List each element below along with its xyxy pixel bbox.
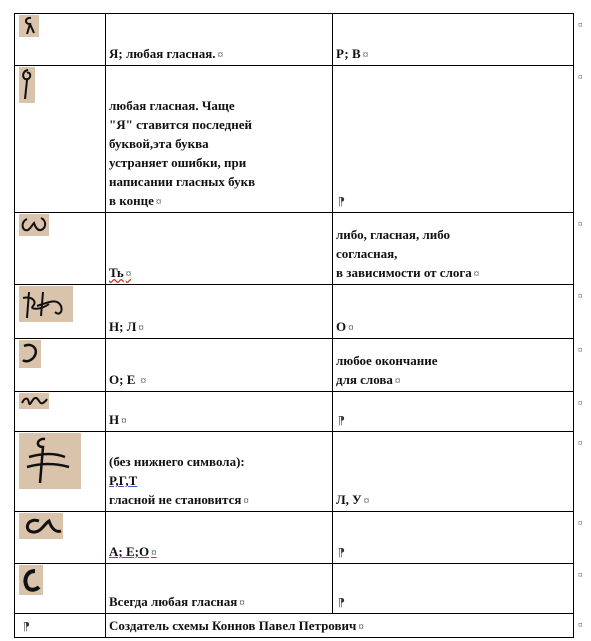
cipher-table bbox=[14, 13, 574, 638]
glyph-cell bbox=[15, 66, 106, 213]
row-end-mark-icon: ¤ bbox=[578, 398, 583, 408]
table-row bbox=[15, 614, 574, 638]
glyph-cell bbox=[15, 564, 106, 614]
desc-line: Р,Г,Т bbox=[109, 473, 138, 488]
cell-end-mark-icon: ¤ bbox=[394, 375, 401, 387]
paragraph-mark-icon: ⁋ bbox=[338, 196, 345, 208]
alt-text: О ¤ bbox=[336, 319, 354, 334]
alt-cell bbox=[333, 432, 574, 512]
cell-end-mark-icon: ¤ bbox=[473, 268, 480, 280]
table-row bbox=[15, 285, 574, 339]
paragraph-mark-icon: ⁋ bbox=[338, 547, 345, 559]
paragraph-mark-icon: ⁋ bbox=[338, 415, 345, 427]
desc-cell bbox=[106, 14, 333, 66]
desc-cell bbox=[106, 564, 333, 614]
alt-line: для слова ¤ bbox=[336, 372, 401, 387]
desc-text: Я; любая гласная. ¤ bbox=[109, 46, 224, 61]
paragraph-mark-icon: ⁋ bbox=[23, 621, 30, 633]
desc-cell bbox=[106, 213, 333, 285]
row-end-mark-icon: ¤ bbox=[578, 518, 583, 528]
cell-end-mark-icon: ¤ bbox=[140, 375, 147, 387]
desc-text: Н; Л ¤ bbox=[109, 319, 144, 334]
cell-end-mark-icon: ¤ bbox=[358, 621, 364, 633]
desc-line: гласной не становится ¤ bbox=[109, 492, 249, 507]
desc-cell bbox=[106, 285, 333, 339]
cell-end-mark-icon: ¤ bbox=[363, 495, 370, 507]
desc-cell bbox=[106, 66, 333, 213]
row-end-mark-icon: ¤ bbox=[578, 620, 583, 630]
table-row bbox=[15, 66, 574, 213]
desc-line: написании гласных букв bbox=[109, 174, 256, 189]
glyph-loop-icon bbox=[19, 67, 35, 103]
glyph-ligature-icon bbox=[19, 286, 73, 322]
row-end-mark-icon: ¤ bbox=[578, 72, 583, 82]
glyph-cell bbox=[15, 392, 106, 432]
author-text: Создатель схемы Коннов Павел Петрович ¤ bbox=[109, 618, 364, 633]
desc-cell bbox=[106, 339, 333, 392]
desc-cell bbox=[106, 392, 333, 432]
alt-line: согласная, bbox=[336, 246, 398, 261]
glyph-omega-icon bbox=[19, 214, 49, 236]
alt-cell bbox=[333, 392, 574, 432]
alt-cell bbox=[333, 285, 574, 339]
alt-cell bbox=[333, 66, 574, 213]
alt-text: Л, У ¤ bbox=[336, 492, 370, 507]
glyph-cell bbox=[15, 432, 106, 512]
alt-cell bbox=[333, 213, 574, 285]
desc-text: Всегда любая гласная ¤ bbox=[109, 594, 245, 609]
row-end-mark-icon: ¤ bbox=[578, 570, 583, 580]
alt-cell bbox=[333, 339, 574, 392]
alt-text: Р; В ¤ bbox=[336, 46, 369, 61]
desc-line: (без нижнего символа): bbox=[109, 454, 245, 469]
alt-cell bbox=[333, 564, 574, 614]
table-row bbox=[15, 339, 574, 392]
glyph-cell bbox=[15, 512, 106, 564]
row-end-mark-icon: ¤ bbox=[578, 345, 583, 355]
desc-cell bbox=[106, 512, 333, 564]
desc-text: О; Е ¤ bbox=[109, 372, 147, 387]
desc-line: любая гласная. Чаще bbox=[109, 98, 235, 113]
cell-end-mark-icon: ¤ bbox=[125, 268, 132, 280]
row-end-mark-icon: ¤ bbox=[578, 438, 583, 448]
author-cell bbox=[106, 614, 574, 638]
table-row bbox=[15, 432, 574, 512]
table-row bbox=[15, 512, 574, 564]
cell-end-mark-icon: ¤ bbox=[362, 49, 369, 61]
paragraph-mark-icon: ⁋ bbox=[338, 597, 345, 609]
cell-end-mark-icon: ¤ bbox=[239, 597, 245, 609]
table-row bbox=[15, 14, 574, 66]
desc-text: Н ¤ bbox=[109, 412, 127, 427]
table-row bbox=[15, 213, 574, 285]
glyph-cell bbox=[15, 614, 106, 638]
glyph-cell bbox=[15, 339, 106, 392]
cell-end-mark-icon: ¤ bbox=[155, 196, 162, 208]
desc-text: А; Е;О ¤ bbox=[109, 544, 157, 559]
glyph-hook-icon bbox=[19, 340, 41, 368]
desc-text: Ть ¤ bbox=[109, 265, 132, 280]
glyph-cell bbox=[15, 14, 106, 66]
table-row bbox=[15, 564, 574, 614]
cell-end-mark-icon: ¤ bbox=[138, 322, 144, 334]
glyph-ya-icon bbox=[19, 15, 39, 37]
document-table-container bbox=[14, 13, 574, 638]
alt-line: любое окончание bbox=[336, 353, 438, 368]
table-row bbox=[15, 392, 574, 432]
desc-line: в конце ¤ bbox=[109, 193, 162, 208]
glyph-n-icon bbox=[19, 393, 49, 409]
glyph-cell bbox=[15, 285, 106, 339]
glyph-alpha-icon bbox=[19, 513, 63, 539]
row-end-mark-icon: ¤ bbox=[578, 219, 583, 229]
glyph-dagger-icon bbox=[19, 433, 81, 489]
desc-line: устраняет ошибки, при bbox=[109, 155, 247, 170]
desc-line: буквой,эта буква bbox=[109, 136, 209, 151]
cell-end-mark-icon: ¤ bbox=[348, 322, 354, 334]
glyph-c-icon bbox=[19, 565, 43, 595]
alt-line: в зависимости от слога ¤ bbox=[336, 265, 480, 280]
row-end-mark-icon: ¤ bbox=[578, 20, 583, 30]
row-end-mark-icon: ¤ bbox=[578, 291, 583, 301]
alt-cell bbox=[333, 512, 574, 564]
desc-line: "Я" ставится последней bbox=[109, 117, 252, 132]
cell-end-mark-icon: ¤ bbox=[243, 495, 249, 507]
alt-cell bbox=[333, 14, 574, 66]
alt-line: либо, гласная, либо bbox=[336, 227, 451, 242]
cell-end-mark-icon: ¤ bbox=[151, 547, 157, 559]
cell-end-mark-icon: ¤ bbox=[217, 49, 224, 61]
cell-end-mark-icon: ¤ bbox=[121, 415, 127, 427]
glyph-cell bbox=[15, 213, 106, 285]
desc-cell bbox=[106, 432, 333, 512]
